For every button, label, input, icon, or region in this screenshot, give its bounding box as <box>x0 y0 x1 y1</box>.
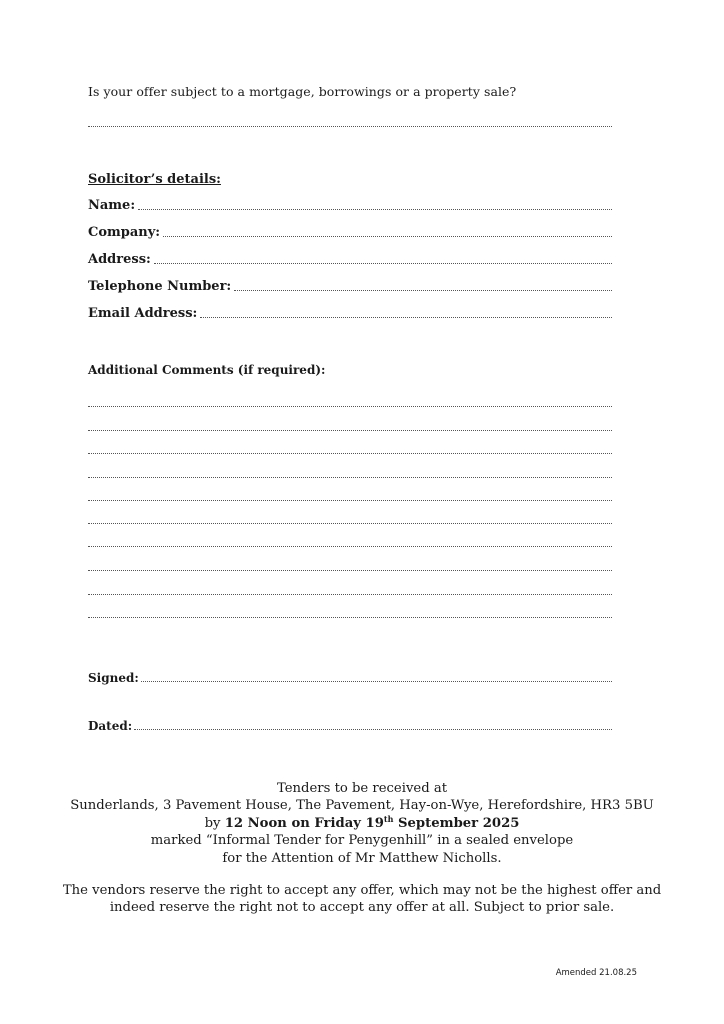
disclaimer-line-1: The vendors reserve the right to accept any offer, which may not be the highest offer and <box>62 883 662 898</box>
comment-line[interactable] <box>88 546 612 547</box>
comment-line[interactable] <box>88 430 612 431</box>
signed-input-line[interactable] <box>141 681 612 682</box>
address-label: Address: <box>88 252 151 267</box>
name-input-line[interactable] <box>138 209 612 210</box>
comment-line[interactable] <box>88 617 612 618</box>
solicitor-address-field[interactable] <box>88 252 612 267</box>
tender-envelope-note: marked “Informal Tender for Penygenhill” in a sealed envelope <box>150 833 574 849</box>
name-label: Name: <box>88 198 136 213</box>
comments-label: Additional Comments (if required): <box>88 363 326 377</box>
tender-attention: for the Attention of Mr Matthew Nicholls. <box>222 850 502 866</box>
solicitor-heading: Solicitor’s details: <box>88 172 221 187</box>
email-label: Email Address: <box>88 306 198 321</box>
amended-date: Amended 21.08.25 <box>555 968 637 978</box>
dated-input-line[interactable] <box>134 729 612 730</box>
comment-line[interactable] <box>88 453 612 454</box>
tender-deadline <box>60 815 664 832</box>
deadline-date-part1: 12 Noon on Friday 19 <box>224 815 384 831</box>
comment-line[interactable] <box>88 570 612 571</box>
dated-label: Dated: <box>88 719 133 733</box>
solicitor-company-field[interactable] <box>88 225 612 240</box>
comment-line[interactable] <box>88 523 612 524</box>
mortgage-answer-line[interactable] <box>88 126 612 127</box>
address-input-line[interactable] <box>154 263 612 264</box>
solicitor-email-field[interactable] <box>88 306 612 321</box>
deadline-ordinal: th <box>383 813 394 824</box>
vendor-disclaimer <box>60 882 664 917</box>
comment-line[interactable] <box>88 477 612 478</box>
tender-instructions <box>60 780 664 867</box>
solicitor-telephone-field[interactable] <box>88 279 612 294</box>
dated-field[interactable] <box>88 719 612 733</box>
solicitor-name-field[interactable] <box>88 198 612 213</box>
telephone-label: Telephone Number: <box>88 279 232 294</box>
comment-line[interactable] <box>88 594 612 595</box>
disclaimer-line-2: indeed reserve the right not to accept any offer at all. Subject to prior sale. <box>109 900 615 916</box>
signed-field[interactable] <box>88 671 612 685</box>
signed-label: Signed: <box>88 671 139 685</box>
company-input-line[interactable] <box>163 236 612 237</box>
tender-line-1: Tenders to be received at <box>276 781 447 796</box>
tender-address: Sunderlands, 3 Pavement House, The Pavement, Hay-on-Wye, Herefordshire, HR3 5BU <box>70 798 654 814</box>
email-input-line[interactable] <box>200 317 612 318</box>
comment-line[interactable] <box>88 500 612 501</box>
mortgage-question: Is your offer subject to a mortgage, borrowings or a property sale? <box>88 84 517 99</box>
telephone-input-line[interactable] <box>234 290 612 291</box>
company-label: Company: <box>88 225 161 240</box>
comment-line[interactable] <box>88 406 612 407</box>
deadline-date-part2: September 2025 <box>393 815 520 831</box>
deadline-prefix: by <box>204 815 221 831</box>
